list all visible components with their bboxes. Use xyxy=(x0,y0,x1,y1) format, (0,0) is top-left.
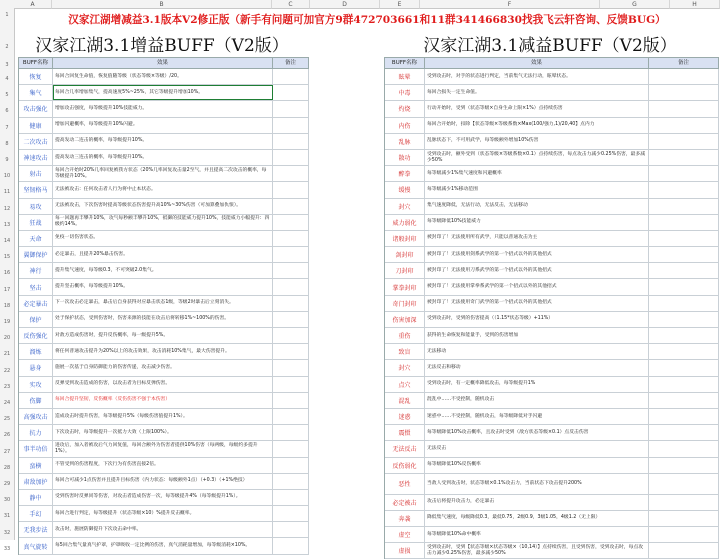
row-number[interactable]: 8 xyxy=(5,140,9,147)
cell-buff-effect[interactable]: 每5回合集气量真气护罩，护罩吸收一定比例的伤害，真气消耗量增加，每等级消耗×10%。 xyxy=(53,538,273,553)
table-row xyxy=(385,344,719,360)
cell-buff-name[interactable]: 易攻 xyxy=(19,199,53,214)
table-row xyxy=(19,247,309,263)
cell-buff-effect[interactable]: 增加攻击强度，每等级提升10%技能威力。 xyxy=(53,101,273,116)
row-number[interactable]: 33 xyxy=(3,545,11,552)
cell-buff-note[interactable] xyxy=(649,134,719,149)
table-row xyxy=(19,538,309,554)
cell-buff-note[interactable] xyxy=(273,474,309,489)
debuff-table xyxy=(384,57,719,559)
cell-buff-effect[interactable]: 无法移动 xyxy=(425,344,649,359)
row-number[interactable]: 5 xyxy=(5,92,9,99)
cell-buff-note[interactable] xyxy=(649,474,719,494)
cell-buff-effect[interactable]: 对敌方造成伤害时，提升反伤概率，每一级提升5%。 xyxy=(53,328,273,343)
cell-buff-effect[interactable]: 增加闪避概率，每等级提升10%闪避。 xyxy=(53,118,273,133)
cell-buff-note[interactable] xyxy=(649,85,719,100)
cell-buff-note[interactable] xyxy=(273,85,309,100)
table-row xyxy=(19,85,309,101)
cell-buff-name[interactable]: 中毒 xyxy=(385,85,425,100)
right-table-title[interactable]: 汉家江湖3.1减益BUFF（V2版） xyxy=(423,36,677,56)
cell-buff-effect[interactable]: 每回合可减少1点伤害并且提升目标伤害（内力状态：每级额外1点）（+0.3）（+1%绝技） xyxy=(53,474,273,489)
cell-buff-name[interactable]: 射击 xyxy=(19,166,53,181)
row-number[interactable]: 15 xyxy=(3,254,11,261)
cell-buff-name[interactable]: 集气 xyxy=(19,85,53,100)
cell-buff-effect[interactable]: 攻击时，施展防御提升下次攻击命中率。 xyxy=(53,522,273,537)
cell-buff-name[interactable]: 高强攻击 xyxy=(19,409,53,424)
cell-buff-effect[interactable]: 每回合提升坚韧，反伤概率（反伤伤害不强于本伤害） xyxy=(53,393,273,408)
cell-buff-note[interactable] xyxy=(649,296,719,311)
cell-buff-effect[interactable]: 下一次攻击必定暴击，暴击后自身获得对应暴击状态1级，等级2时暴击后立刻消失。 xyxy=(53,296,273,311)
cell-buff-note[interactable] xyxy=(649,360,719,375)
cell-buff-name[interactable]: 事半功倍 xyxy=(19,441,53,456)
cell-buff-note[interactable] xyxy=(273,328,309,343)
cell-buff-name[interactable]: 反伤弱化 xyxy=(385,458,425,473)
table-row xyxy=(385,409,719,425)
row-number[interactable]: 12 xyxy=(3,205,11,212)
table-row xyxy=(19,425,309,441)
row-number[interactable]: 24 xyxy=(3,400,11,406)
table-row xyxy=(385,474,719,495)
table-row xyxy=(19,101,309,117)
table-row xyxy=(19,69,309,85)
cell-buff-name[interactable]: 抗力 xyxy=(19,425,53,440)
table-row xyxy=(385,441,719,457)
cell-buff-note[interactable] xyxy=(649,247,719,262)
header-effect[interactable]: 效果 xyxy=(425,58,649,68)
buff-table-body xyxy=(19,69,309,555)
cell-buff-note[interactable] xyxy=(649,543,719,558)
table-row xyxy=(385,425,719,441)
buff-table xyxy=(18,57,309,555)
cell-buff-note[interactable] xyxy=(273,490,309,505)
column-header-e[interactable]: E xyxy=(380,0,420,9)
cell-buff-name[interactable]: 坚击 xyxy=(19,279,53,294)
cell-buff-note[interactable] xyxy=(649,263,719,278)
cell-buff-note[interactable] xyxy=(649,215,719,230)
cell-buff-effect[interactable]: 受到攻击时，受到【状态等级×状态等级×（10,14）】点持续伤害，且受到伤害，受到攻击时，每点攻击力减少0.25%伤害，最多减少50% xyxy=(425,543,649,558)
table-row xyxy=(19,279,309,295)
table-row xyxy=(19,360,309,376)
row-number[interactable]: 32 xyxy=(3,529,11,536)
cell-buff-effect[interactable]: 每回合开始时20%几率回复被我方状态（20%几率回复攻击量2至气，并且提高二次攻击的概率，每等级提升10%。 xyxy=(53,166,273,181)
table-row xyxy=(385,543,719,559)
cell-buff-note[interactable] xyxy=(273,377,309,392)
cell-buff-note[interactable] xyxy=(273,150,309,165)
row-number[interactable]: 17 xyxy=(3,286,11,293)
table-row xyxy=(19,199,309,215)
cell-buff-name[interactable]: 健康 xyxy=(19,118,53,133)
cell-buff-effect[interactable]: 攻击后将提升攻击力，必定暴击 xyxy=(425,495,649,510)
row-number[interactable]: 22 xyxy=(3,367,11,374)
cell-buff-note[interactable] xyxy=(649,101,719,116)
cell-buff-effect[interactable]: 每一回题再丰攀升10%，攻气每秒额丰攀升10%，抵御的技能威力提升10%，技能威力小幅提升：四级约14%。 xyxy=(53,215,273,230)
cell-buff-note[interactable] xyxy=(273,409,309,424)
table-row xyxy=(385,511,719,527)
row-number[interactable]: 19 xyxy=(3,319,11,325)
cell-buff-note[interactable] xyxy=(649,69,719,84)
row-number[interactable]: 31 xyxy=(3,513,11,520)
row-number[interactable]: 10 xyxy=(3,173,11,180)
table-row xyxy=(385,166,719,182)
cell-buff-name[interactable]: 悬身 xyxy=(19,360,53,375)
row-number[interactable]: 16 xyxy=(3,270,11,277)
cell-buff-effect[interactable]: 提高发动二连击的概率，每等级提升10%。 xyxy=(53,134,273,149)
table-row xyxy=(19,328,309,344)
table-row xyxy=(385,182,719,198)
cell-buff-note[interactable] xyxy=(273,506,309,521)
cell-buff-note[interactable] xyxy=(649,182,719,197)
cell-buff-name[interactable]: 灼烧 xyxy=(385,101,425,116)
table-row xyxy=(19,522,309,538)
table-row xyxy=(19,182,309,198)
cell-buff-effect[interactable]: 必定暴击，且提升20%暴击伤害。 xyxy=(53,247,273,262)
cell-buff-name[interactable]: 必定被击 xyxy=(385,495,425,510)
table-row xyxy=(19,312,309,328)
cell-buff-effect[interactable]: 免疫一切伤害状态。 xyxy=(53,231,273,246)
cell-buff-name[interactable]: 刀封印 xyxy=(385,263,425,278)
table-row xyxy=(19,166,309,182)
cell-buff-note[interactable] xyxy=(273,166,309,181)
cell-buff-name[interactable]: 真气旋转 xyxy=(19,538,53,553)
cell-buff-note[interactable] xyxy=(273,182,309,197)
cell-buff-effect[interactable]: 每回合回复生命值，恢复值随等级（状态等级×等级）/20。 xyxy=(53,69,273,84)
cell-buff-effect[interactable]: 每等级降低10%命中概率 xyxy=(425,527,649,542)
header-effect[interactable]: 效果 xyxy=(53,58,273,68)
table-row xyxy=(19,296,309,312)
cell-buff-effect[interactable]: 降低集气速度，每级降低0.3，最低0.75，2级0.9，3级1.05，4级1.2（无上限） xyxy=(425,511,649,526)
column-header-d[interactable]: D xyxy=(310,0,380,9)
cell-buff-effect[interactable]: 被封印了！无法使用剑系武学的第一个招式以外的其他招式 xyxy=(425,247,649,262)
table-row xyxy=(385,377,719,393)
row-number[interactable]: 23 xyxy=(3,383,11,390)
debuff-table-header xyxy=(385,57,719,69)
cell-buff-effect[interactable]: 受到伤害时反弹同等伤害，对攻击者造成伤害一次，每等级提升4%（每等级提升1%）。 xyxy=(53,490,273,505)
cell-buff-effect[interactable]: 无法被攻击：任何攻击者人行为将中止本状态。 xyxy=(53,182,273,197)
cell-buff-note[interactable] xyxy=(273,231,309,246)
cell-buff-effect[interactable]: 不管受到的伤害程度，下次行为有伤害直接2倍。 xyxy=(53,458,273,473)
cell-buff-note[interactable] xyxy=(649,425,719,440)
cell-buff-effect[interactable]: 无法被攻击，下次伤害时提高等级状态伤害提升高10%~30%伤害（可加算叠加仇恨）。 xyxy=(53,199,273,214)
column-header-h[interactable]: H xyxy=(670,0,720,9)
cell-buff-note[interactable] xyxy=(273,101,309,116)
cell-buff-name[interactable]: 实攻 xyxy=(19,377,53,392)
cell-buff-name[interactable]: 散功 xyxy=(385,150,425,165)
table-row xyxy=(385,312,719,328)
cell-buff-name[interactable]: 混乱 xyxy=(385,393,425,408)
row-number[interactable]: 13 xyxy=(3,221,11,228)
cell-buff-note[interactable] xyxy=(649,377,719,392)
table-row xyxy=(19,263,309,279)
cell-buff-name[interactable]: 虚空 xyxy=(385,527,425,542)
row-number[interactable]: 20 xyxy=(3,335,11,342)
cell-buff-name[interactable]: 恶性 xyxy=(385,474,425,494)
table-row xyxy=(385,118,719,134)
cell-buff-name[interactable]: 恢复 xyxy=(19,69,53,84)
cell-buff-name[interactable]: 静中 xyxy=(19,490,53,505)
cell-buff-note[interactable] xyxy=(649,166,719,181)
cell-buff-note[interactable] xyxy=(273,312,309,327)
cell-buff-effect[interactable]: 被封印了！无法使用所有武学，只能以普通攻击为主 xyxy=(425,231,649,246)
cell-buff-name[interactable]: 溜炼 xyxy=(19,344,53,359)
cell-buff-name[interactable]: 致盲 xyxy=(385,344,425,359)
cell-buff-note[interactable] xyxy=(273,118,309,133)
table-row xyxy=(385,328,719,344)
cell-buff-name[interactable]: 缓慢 xyxy=(385,182,425,197)
cell-buff-note[interactable] xyxy=(273,279,309,294)
row-number[interactable]: 2 xyxy=(5,44,9,50)
row-number[interactable]: 9 xyxy=(5,157,9,163)
cell-buff-name[interactable]: 狂战 xyxy=(19,215,53,230)
cell-buff-name[interactable]: 诸般封印 xyxy=(385,231,425,246)
cell-buff-name[interactable]: 攻击强化 xyxy=(19,101,53,116)
table-row xyxy=(385,134,719,150)
cell-buff-name[interactable]: 虚损 xyxy=(385,543,425,558)
table-row xyxy=(385,85,719,101)
table-row xyxy=(19,150,309,166)
cell-buff-name[interactable]: 无我步法 xyxy=(19,522,53,537)
cell-buff-name[interactable]: 封穴 xyxy=(385,199,425,214)
cell-buff-note[interactable] xyxy=(649,312,719,327)
cell-buff-effect[interactable]: 行动开始时，受到（状态等级×自身生命上限×1%）点持续伤害 xyxy=(425,101,649,116)
table-row xyxy=(19,441,309,457)
cell-buff-name[interactable]: 无法反击 xyxy=(385,441,425,456)
table-row xyxy=(385,150,719,166)
cell-buff-name[interactable]: 封穴 xyxy=(385,360,425,375)
cell-buff-effect[interactable]: 乱脉状态下，不可用武学，每等级额外增加10%伤害 xyxy=(425,134,649,149)
column-header-f[interactable]: F xyxy=(420,0,600,9)
cell-buff-note[interactable] xyxy=(649,231,719,246)
row-number[interactable]: 26 xyxy=(3,432,11,439)
table-row xyxy=(385,263,719,279)
cell-buff-note[interactable] xyxy=(273,344,309,359)
cell-buff-note[interactable] xyxy=(273,441,309,456)
cell-buff-note[interactable] xyxy=(649,409,719,424)
cell-buff-name[interactable]: 掌拳封印 xyxy=(385,279,425,294)
cell-buff-effect[interactable]: 迷惑中……不受控制，随机攻击，每等级降低对手闪避 xyxy=(425,409,649,424)
table-row xyxy=(19,490,309,506)
cell-buff-name[interactable]: 乱脉 xyxy=(385,134,425,149)
cell-buff-effect[interactable]: 被封印了！无法使用掌拳系武学的第一个招式以外的其他招式 xyxy=(425,279,649,294)
cell-buff-name[interactable]: 迷惑 xyxy=(385,409,425,424)
table-row xyxy=(19,458,309,474)
cell-buff-effect[interactable]: 无法反击和移动 xyxy=(425,360,649,375)
row-number[interactable]: 18 xyxy=(3,302,11,309)
cell-buff-name[interactable]: 手幻 xyxy=(19,506,53,521)
table-row xyxy=(385,279,719,295)
debuff-table-body xyxy=(385,69,719,559)
cell-buff-effect[interactable]: 每回合开始时，扣除【状态等级×等级系数×Max(100/强力,1)/20,40】点内力 xyxy=(425,118,649,133)
cell-buff-effect[interactable]: 下次攻击时，每等级提升一次抵力大效（上限100%）。 xyxy=(53,425,273,440)
cell-buff-name[interactable]: 神速攻击 xyxy=(19,150,53,165)
cell-buff-effect[interactable]: 被封印了！无法使用刀系武学的第一个招式以外的其他招式 xyxy=(425,263,649,278)
row-number[interactable]: 4 xyxy=(5,76,9,82)
header-note[interactable]: 备注 xyxy=(273,58,309,68)
cell-buff-effect[interactable]: 受到攻击时，受到的伤害提高（（1.15*状态等级）+11%） xyxy=(425,312,649,327)
cell-buff-effect[interactable]: 每等级减少1%集气速度和闪避概率 xyxy=(425,166,649,181)
table-row xyxy=(385,296,719,312)
table-row xyxy=(385,199,719,215)
table-row xyxy=(385,231,719,247)
cell-buff-name[interactable]: 剑封印 xyxy=(385,247,425,262)
cell-buff-name[interactable]: 重伤 xyxy=(385,328,425,343)
cell-buff-name[interactable]: 反伤强化 xyxy=(19,328,53,343)
cell-buff-note[interactable] xyxy=(649,328,719,343)
cell-buff-effect[interactable]: 提升集气速度，每等级0.3，不可突破2.0集气。 xyxy=(53,263,273,278)
cell-buff-name[interactable]: 伤脚 xyxy=(19,393,53,408)
table-row xyxy=(19,393,309,409)
table-row xyxy=(19,506,309,522)
cell-buff-name[interactable]: 必定暴击 xyxy=(19,296,53,311)
table-row xyxy=(19,377,309,393)
cell-buff-note[interactable] xyxy=(649,393,719,408)
cell-buff-name[interactable]: 蛮横 xyxy=(19,458,53,473)
cell-buff-effect[interactable]: 每等级降低10%反伤概率 xyxy=(425,458,649,473)
row-number[interactable]: 21 xyxy=(3,351,11,358)
table-row xyxy=(19,344,309,360)
table-row xyxy=(385,393,719,409)
cell-buff-name[interactable]: 保护 xyxy=(19,312,53,327)
cell-buff-name[interactable]: 内伤 xyxy=(385,118,425,133)
cell-buff-effect[interactable]: 提高发动三连击的概率，每等级提升10%。 xyxy=(53,150,273,165)
table-row xyxy=(19,134,309,150)
cell-buff-note[interactable] xyxy=(273,263,309,278)
cell-buff-name[interactable]: 天命 xyxy=(19,231,53,246)
cell-buff-effect[interactable]: 每回合损失一定生命值。 xyxy=(425,85,649,100)
column-header-b[interactable]: B xyxy=(52,0,272,9)
cell-buff-name[interactable]: 伤害加深 xyxy=(385,312,425,327)
cell-buff-effect[interactable]: 反弹受到攻击造成的伤害，以攻击者为目标反弹伤害。 xyxy=(53,377,273,392)
cell-buff-note[interactable] xyxy=(649,511,719,526)
cell-buff-note[interactable] xyxy=(649,458,719,473)
cell-buff-note[interactable] xyxy=(649,118,719,133)
row-number[interactable]: 14 xyxy=(3,238,11,244)
cell-buff-name[interactable]: 醉拳 xyxy=(385,166,425,181)
cell-buff-name[interactable]: 坚韧格马 xyxy=(19,182,53,197)
cell-buff-effect[interactable]: 每等级减少1%移动范围 xyxy=(425,182,649,197)
row-number[interactable]: 30 xyxy=(3,497,11,504)
cell-buff-effect[interactable]: 受到攻击时，额外受到（状态等级×等级系数×0.1）点持续伤害，每点攻击力减少0.25%伤害，最多减少50% xyxy=(425,150,649,165)
cell-buff-name[interactable]: 神行 xyxy=(19,263,53,278)
cell-buff-effect[interactable]: 提升坚击概率，每等级提升10%。 xyxy=(53,279,273,294)
header-name[interactable]: BUFF名称 xyxy=(19,58,53,68)
cell-buff-name[interactable]: 二次攻击 xyxy=(19,134,53,149)
row-number-column xyxy=(0,0,15,552)
left-table-title[interactable]: 汉家江湖3.1增益BUFF（V2版） xyxy=(35,36,289,56)
buff-table-header xyxy=(19,57,309,69)
cell-buff-name[interactable]: 震慑 xyxy=(385,425,425,440)
column-header-c[interactable]: C xyxy=(272,0,310,9)
table-row xyxy=(19,474,309,490)
cell-buff-effect[interactable]: 受到攻击时，有一定概率降低攻击，每等级提升1% xyxy=(425,377,649,392)
cell-buff-effect[interactable]: 处于保护状态，受到伤害时，伤害来源的技能在攻击后将转移1%~100%的伤害。 xyxy=(53,312,273,327)
cell-buff-effect[interactable]: 获得的生命恢复和能量手，受到的伤害增加 xyxy=(425,328,649,343)
table-row xyxy=(19,231,309,247)
cell-buff-effect[interactable]: 被封印了！无法使用奇门武学的第一个招式以外的其他招式 xyxy=(425,296,649,311)
cell-buff-effect[interactable]: 受到攻击时，对手的状态进行判定，当前集气无法行动，眩晕状态。 xyxy=(425,69,649,84)
table-row xyxy=(19,215,309,231)
row-number[interactable]: 6 xyxy=(5,108,9,115)
cell-buff-note[interactable] xyxy=(273,247,309,262)
cell-buff-effect[interactable]: 混乱中……不受控制，随机攻击 xyxy=(425,393,649,408)
row-number[interactable]: 11 xyxy=(3,189,11,196)
row-number[interactable]: 29 xyxy=(3,481,11,487)
cell-buff-effect[interactable]: 每回合进行判定，每等级提升（状态等级×10）%提升反击概率。 xyxy=(53,506,273,521)
cell-buff-note[interactable] xyxy=(273,360,309,375)
table-row xyxy=(385,495,719,511)
cell-buff-note[interactable] xyxy=(649,344,719,359)
cell-buff-effect[interactable]: 造成攻击时提升伤害，每等级提升5%（每级伤害值提升1%）。 xyxy=(53,409,273,424)
cell-buff-effect[interactable]: 每等级降低10%攻击概率，且攻击时受到（敌方状态等级×0.1）点反击伤害 xyxy=(425,425,649,440)
cell-buff-note[interactable] xyxy=(273,296,309,311)
row-number[interactable]: 27 xyxy=(3,448,11,455)
cell-buff-note[interactable] xyxy=(649,150,719,165)
cell-buff-note[interactable] xyxy=(649,199,719,214)
cell-buff-note[interactable] xyxy=(649,441,719,456)
header-name[interactable]: BUFF名称 xyxy=(385,58,425,68)
cell-buff-note[interactable] xyxy=(273,69,309,84)
table-row xyxy=(19,118,309,134)
cell-buff-effect[interactable]: 当敌人受到攻击时，状态等级×0.1%攻击力，当前状态下攻击提升200% xyxy=(425,474,649,494)
table-row xyxy=(385,360,719,376)
cell-buff-note[interactable] xyxy=(649,279,719,294)
cell-buff-effect[interactable]: 每回合几率增加集气，提高速度5%~25%，其它等级提升增加10%。 xyxy=(53,85,273,100)
cell-buff-note[interactable] xyxy=(273,199,309,214)
row-number[interactable]: 1 xyxy=(5,12,9,18)
cell-buff-name[interactable]: 眩晕 xyxy=(385,69,425,84)
table-row xyxy=(385,458,719,474)
cell-buff-name[interactable]: 肃敌加护 xyxy=(19,474,53,489)
cell-buff-name[interactable]: 奔袭 xyxy=(385,511,425,526)
banner-title[interactable]: 汉家江湖增减益3.1版本V2修正版（新手有问题可加官方9群472703661和11群341466830找我飞云轩咨询、反馈BUG） xyxy=(68,14,666,26)
table-row xyxy=(385,101,719,117)
table-row xyxy=(19,409,309,425)
table-row xyxy=(385,247,719,263)
column-header-g[interactable]: G xyxy=(600,0,670,9)
cell-buff-name[interactable]: 威力弱化 xyxy=(385,215,425,230)
cell-buff-note[interactable] xyxy=(273,134,309,149)
cell-buff-effect[interactable]: 每等级降低10%技能威力 xyxy=(425,215,649,230)
cell-buff-note[interactable] xyxy=(273,522,309,537)
cell-buff-note[interactable] xyxy=(273,538,309,553)
cell-buff-note[interactable] xyxy=(273,425,309,440)
header-note[interactable]: 备注 xyxy=(649,58,719,68)
cell-buff-name[interactable]: 点穴 xyxy=(385,377,425,392)
table-row xyxy=(385,527,719,543)
row-number[interactable]: 25 xyxy=(3,416,11,423)
cell-buff-note[interactable] xyxy=(273,215,309,230)
column-header-a[interactable]: A xyxy=(14,0,52,9)
table-row xyxy=(385,69,719,85)
row-number[interactable]: 28 xyxy=(3,464,11,471)
cell-buff-effect[interactable]: 集气速度降低，无法行动，无法反击，无法移动 xyxy=(425,199,649,214)
cell-buff-name[interactable]: 奇门封印 xyxy=(385,296,425,311)
cell-buff-effect[interactable]: 施展一次基于自身防御能力的伤害传递，攻击减少伤害。 xyxy=(53,360,273,375)
cell-buff-note[interactable] xyxy=(273,393,309,408)
row-number[interactable]: 3 xyxy=(5,62,9,68)
cell-buff-effect[interactable]: 进攻后，加入者被攻后气力回复值，每回合额外为伤害者提供10%伤害（每两级，每级约多提升1%）。 xyxy=(53,441,273,456)
cell-buff-name[interactable]: 翼御保护 xyxy=(19,247,53,262)
cell-buff-effect[interactable]: 将任何普通攻击提升为20%以上的攻击效果，攻击消耗10%集气，最大伤害提升。 xyxy=(53,344,273,359)
table-row xyxy=(385,215,719,231)
cell-buff-note[interactable] xyxy=(273,458,309,473)
row-number[interactable]: 7 xyxy=(5,124,9,131)
cell-buff-note[interactable] xyxy=(649,495,719,510)
cell-buff-effect[interactable]: 无法反击 xyxy=(425,441,649,456)
